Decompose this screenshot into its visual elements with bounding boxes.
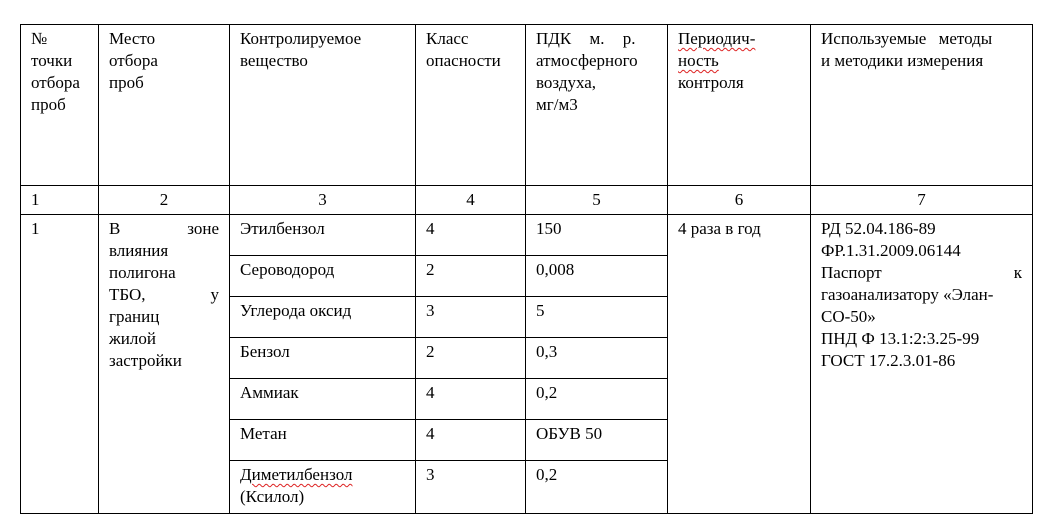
- place-line: полигона: [109, 263, 176, 282]
- substance-name-text: Диметилбензол: [240, 465, 353, 484]
- column-number: 3: [230, 186, 416, 215]
- header-hazard-class: [416, 25, 526, 186]
- point-number: 1: [21, 215, 99, 514]
- method-line: ПНД Ф 13.1:2:3.25-99: [821, 329, 980, 348]
- substance-name: Метан: [230, 420, 416, 461]
- substance-name: Аммиак: [230, 379, 416, 420]
- header-text: отбора: [31, 73, 80, 92]
- header-text: вещество: [240, 51, 308, 70]
- header-text: Контролируемое: [240, 29, 362, 48]
- header-text: ПДК м. р.: [536, 29, 636, 48]
- header-methods: [811, 25, 1033, 186]
- method-word: к: [1013, 263, 1022, 282]
- header-row: [21, 25, 1033, 186]
- hazard-class: 4: [416, 420, 526, 461]
- monitoring-table: [20, 24, 1033, 514]
- header-sampling-place: [99, 25, 230, 186]
- header-point-number: [21, 25, 99, 186]
- place-line: застройки: [109, 351, 182, 370]
- place-word: у: [210, 285, 219, 304]
- substance-name-extra: (Ксилол): [240, 487, 305, 506]
- hazard-class: 4: [416, 215, 526, 256]
- method-line: ФР.1.31.2009.06144: [821, 241, 961, 260]
- column-number: 5: [526, 186, 668, 215]
- place-line: жилой: [109, 329, 156, 348]
- header-text: Класс: [426, 29, 469, 48]
- place-line: границ: [109, 307, 160, 326]
- pdk-value: 150: [526, 215, 668, 256]
- method-line: газоанализатору «Элан-: [821, 285, 994, 304]
- header-text: контроля: [678, 73, 744, 92]
- header-text: проб: [109, 73, 144, 92]
- place-line: влияния: [109, 241, 169, 260]
- substance-name: Сероводород: [230, 256, 416, 297]
- column-number: 7: [811, 186, 1033, 215]
- hazard-class: 3: [416, 297, 526, 338]
- header-text: Используемые методы: [821, 29, 993, 48]
- header-text: проб: [31, 95, 66, 114]
- column-number: 1: [21, 186, 99, 215]
- method-line: СО-50»: [821, 307, 876, 326]
- methods: [811, 215, 1033, 514]
- pdk-value: 5: [526, 297, 668, 338]
- place-word: В: [109, 219, 121, 238]
- hazard-class: 3: [416, 461, 526, 514]
- substance-name: Углерода оксид: [230, 297, 416, 338]
- sampling-place: [99, 215, 230, 514]
- method-line: РД 52.04.186-89: [821, 219, 936, 238]
- method-word: Паспорт: [821, 263, 882, 282]
- header-text: и методики измерения: [821, 51, 984, 70]
- header-text: ность: [678, 51, 719, 70]
- header-substance: [230, 25, 416, 186]
- place-word: зоне: [187, 219, 219, 238]
- header-text: воздуха,: [536, 73, 597, 92]
- header-text: точки: [31, 51, 73, 70]
- pdk-value: ОБУВ 50: [526, 420, 668, 461]
- header-text: атмосферного: [536, 51, 638, 70]
- substance-name: Этилбензол: [230, 215, 416, 256]
- column-numbers-row: [21, 186, 1033, 215]
- header-text: опасности: [426, 51, 501, 70]
- header-text: №: [31, 29, 48, 48]
- column-number: 6: [668, 186, 811, 215]
- header-text: Место: [109, 29, 156, 48]
- header-text: мг/м3: [536, 95, 578, 114]
- pdk-value: 0,2: [526, 461, 668, 514]
- method-line: ГОСТ 17.2.3.01-86: [821, 351, 956, 370]
- pdk-value: 0,008: [526, 256, 668, 297]
- header-pdk: [526, 25, 668, 186]
- header-text: Периодич-: [678, 29, 756, 48]
- periodicity: 4 раза в год: [668, 215, 811, 514]
- header-periodicity: [668, 25, 811, 186]
- pdk-value: 0,2: [526, 379, 668, 420]
- pdk-value: 0,3: [526, 338, 668, 379]
- substance-row: [21, 215, 1033, 256]
- hazard-class: 2: [416, 338, 526, 379]
- column-number: 2: [99, 186, 230, 215]
- place-word: ТБО,: [109, 285, 146, 304]
- hazard-class: 2: [416, 256, 526, 297]
- hazard-class: 4: [416, 379, 526, 420]
- column-number: 4: [416, 186, 526, 215]
- substance-name: [230, 461, 416, 514]
- header-text: отбора: [109, 51, 158, 70]
- substance-name: Бензол: [230, 338, 416, 379]
